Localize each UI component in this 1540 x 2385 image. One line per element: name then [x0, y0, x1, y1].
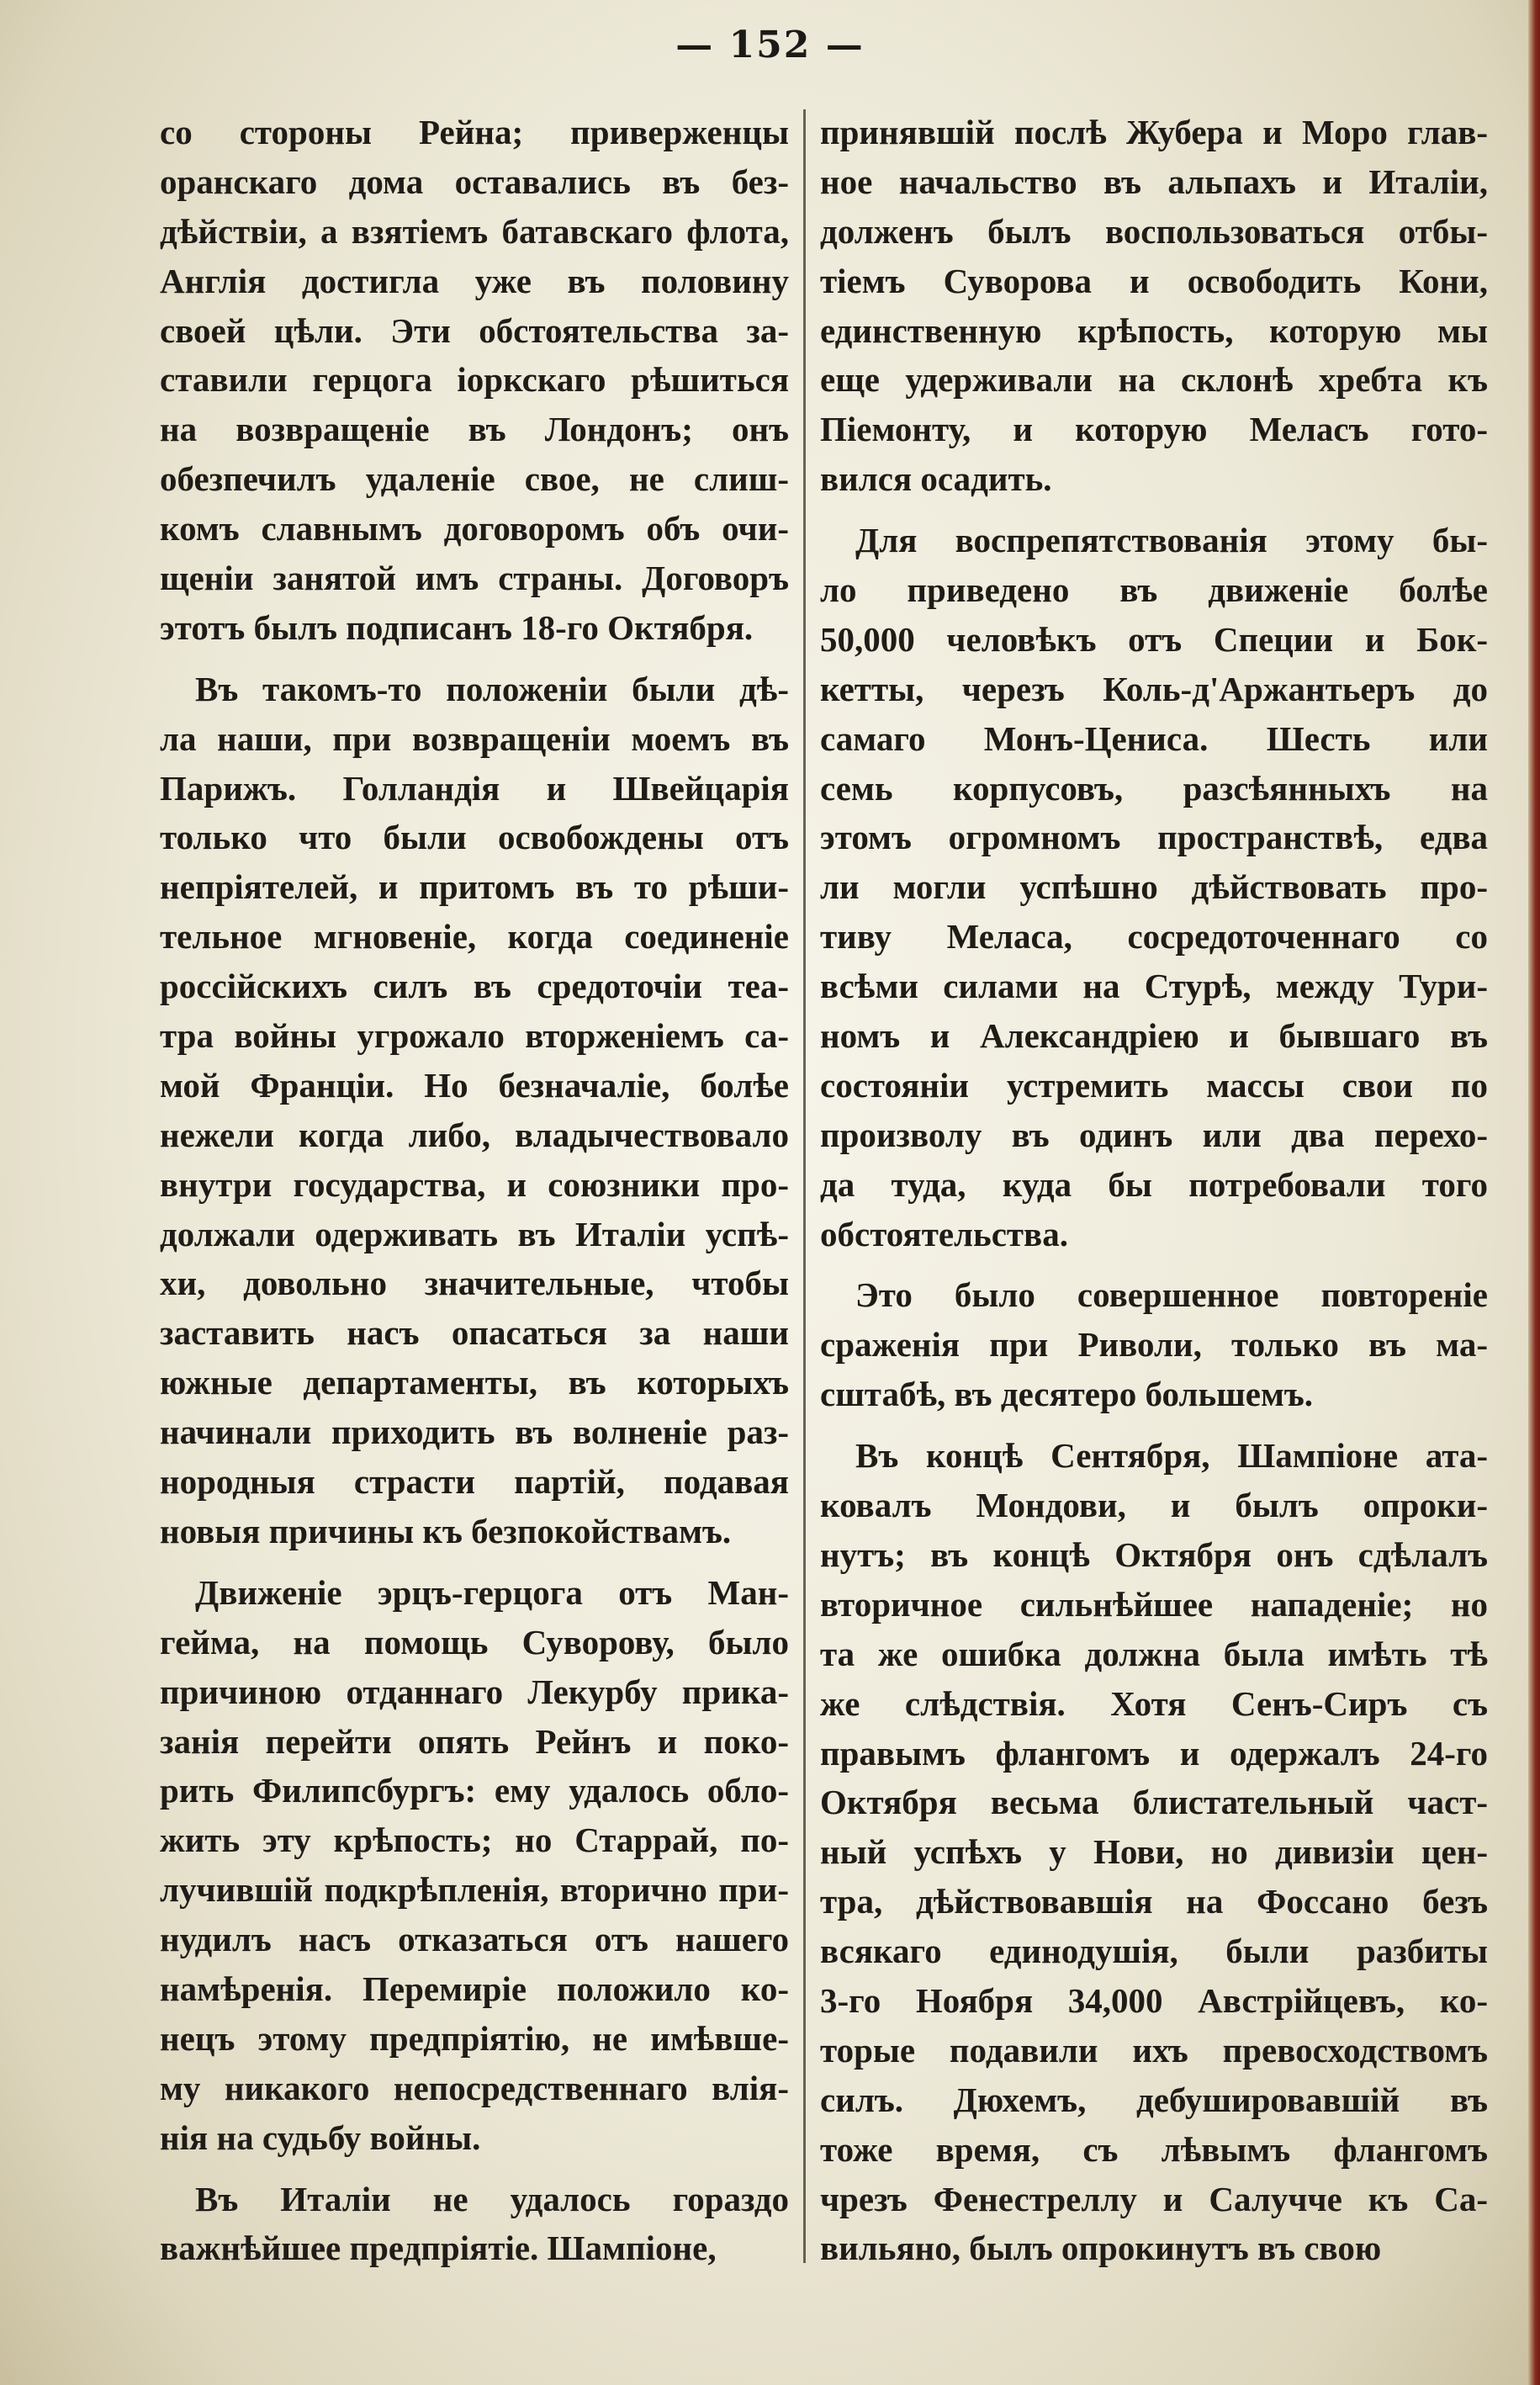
text-line: комъ славнымъ договоромъ объ очи-	[160, 509, 789, 549]
text-line: состояніи устремить массы свои по	[820, 1065, 1488, 1105]
text-line: на возвращеніе въ Лондонъ; онъ	[160, 410, 789, 449]
paragraph-gap	[160, 653, 789, 665]
text-line: новыя причины къ безпокойствамъ.	[160, 1511, 732, 1550]
text-line: мой Франціи. Но безначаліе, болѣе	[160, 1065, 789, 1105]
text-line: причиною отданнаго Лекурбу прика-	[160, 1672, 789, 1711]
text-line: Октября весьма блистательный част-	[820, 1783, 1488, 1822]
text-line: тра, дѣйствовавшія на Фоссано безъ	[820, 1882, 1488, 1921]
text-line: правымъ флангомъ и одержалъ 24-го	[820, 1733, 1488, 1773]
text-line: Для воспрепятствованія этому бы-	[855, 521, 1488, 560]
text-line: нородныя страсти партій, подавая	[160, 1462, 789, 1502]
paragraph-gap	[820, 1419, 1488, 1431]
text-line: нудилъ насъ отказаться отъ нашего	[160, 1920, 789, 1959]
text-line: россійскихъ силъ въ средоточіи теа-	[160, 967, 789, 1006]
text-line: кетты, черезъ Коль-д'Аржантьеръ до	[820, 669, 1488, 708]
text-line: щеніи занятой имъ страны. Договоръ	[160, 559, 789, 598]
text-line: всякаго единодушія, были разбиты	[820, 1932, 1488, 1971]
paragraph-gap	[820, 1259, 1488, 1270]
text-line: Это было совершенное повтореніе	[855, 1275, 1488, 1315]
text-line: Въ концѣ Сентября, Шампіоне ата-	[855, 1436, 1488, 1476]
text-line: Англія достигла уже въ половину	[160, 261, 789, 300]
text-line: чрезъ Фенестреллу и Салучче къ Са-	[820, 2179, 1488, 2218]
text-line: ли могли успѣшно дѣйствовать про-	[820, 867, 1488, 907]
paragraph-gap	[820, 504, 1488, 516]
text-line: нежели когда либо, владычествовало	[160, 1115, 789, 1154]
paragraph	[160, 2175, 789, 2274]
text-line: ковалъ Мондови, и былъ опроки-	[820, 1486, 1488, 1525]
text-line: сраженія при Риволи, только въ ма-	[820, 1325, 1488, 1365]
column-divider	[803, 109, 806, 2263]
text-line: хи, довольно значительные, чтобы	[160, 1264, 789, 1303]
text-line: должали одерживать въ Италіи успѣ-	[160, 1214, 789, 1253]
text-line: ло приведено въ движеніе болѣе	[820, 570, 1488, 610]
text-line: непріятелей, и притомъ въ то рѣши-	[160, 867, 789, 907]
text-line: жить эту крѣпость; но Старрай, по-	[160, 1821, 789, 1860]
text-line: ный успѣхъ у Нови, но дивизіи цен-	[820, 1832, 1488, 1872]
page-edge	[1528, 0, 1540, 2385]
text-line: нутъ; въ концѣ Октября онъ сдѣлалъ	[820, 1534, 1488, 1574]
text-line: вился осадить.	[820, 459, 1052, 499]
text-line: номъ и Александріею и бывшаго въ	[820, 1016, 1488, 1056]
paragraph	[160, 665, 789, 1556]
text-line: еще удерживали на склонѣ хребта къ	[820, 360, 1488, 400]
text-line: да туда, куда бы потребовали того	[820, 1164, 1488, 1204]
text-line: 3-го Ноября 34,000 Австрійцевъ, ко-	[820, 1980, 1488, 2020]
text-line: со стороны Рейна; приверженцы	[160, 113, 789, 151]
text-line: оранскаго дома оставались въ без-	[160, 162, 789, 201]
text-line: рить Филипсбургъ: ему удалось обло-	[160, 1771, 789, 1810]
text-line: своей цѣли. Эти обстоятельства за-	[160, 310, 789, 350]
text-line: же слѣдствія. Хотя Сенъ-Сиръ съ	[820, 1683, 1488, 1723]
text-line: торые подавили ихъ превосходствомъ	[820, 2030, 1488, 2070]
text-line: долженъ былъ воспользоваться отбы-	[820, 211, 1488, 251]
text-line: важнѣйшее предпріятіе. Шампіоне,	[160, 2229, 717, 2268]
text-line: Движеніе эрцъ-герцога отъ Ман-	[195, 1572, 789, 1612]
text-line: му никакого непосредственнаго влія-	[160, 2068, 789, 2107]
text-line: тіемъ Суворова и освободить Кони,	[820, 261, 1488, 300]
text-line: ставили герцога іоркскаго рѣшиться	[160, 360, 789, 400]
text-line: Парижъ. Голландія и Швейцарія	[160, 768, 789, 808]
text-line: намѣренія. Перемиріе положило ко-	[160, 1969, 789, 2008]
text-line: занія перейти опять Рейнъ и поко-	[160, 1721, 789, 1761]
text-line: Въ Италіи не удалось гораздо	[195, 2179, 789, 2218]
text-line: 50,000 человѣкъ отъ Специи и Бок-	[820, 619, 1488, 659]
text-line: силъ. Дюхемъ, дебушировавшій въ	[820, 2080, 1488, 2119]
page-number: — 152 —	[675, 24, 865, 66]
text-line: этотъ былъ подписанъ 18-го Октября.	[160, 607, 754, 647]
text-line: лучившій подкрѣпленія, вторично при-	[160, 1870, 789, 1910]
text-line: только что были освобождены отъ	[160, 818, 789, 857]
text-line: вторичное сильнѣйшее нападеніе; но	[820, 1584, 1488, 1624]
paragraph	[160, 1568, 789, 2163]
text-line: единственную крѣпость, которую мы	[820, 310, 1488, 350]
paragraph	[820, 516, 1488, 1259]
text-line: обстоятельства.	[820, 1214, 1068, 1253]
text-line: заставить насъ опасаться за наши	[160, 1313, 789, 1353]
text-line: Въ такомъ-то положеніи были дѣ-	[195, 669, 789, 708]
text-line: тоже время, съ лѣвымъ флангомъ	[820, 2129, 1488, 2169]
paragraph-gap	[160, 2163, 789, 2175]
text-line: вильяно, былъ опрокинутъ въ свою	[820, 2229, 1382, 2268]
text-line: тельное мгновеніе, когда соединеніе	[160, 917, 789, 957]
text-line: семь корпусовъ, разсѣянныхъ на	[820, 768, 1488, 808]
text-line: этомъ огромномъ пространствѣ, едва	[820, 818, 1488, 857]
text-line: гейма, на помощь Суворову, было	[160, 1622, 789, 1662]
text-line: обезпечилъ удаленіе свое, не слиш-	[160, 459, 789, 499]
paragraph	[820, 1270, 1488, 1419]
text-line: тиву Меласа, сосредоточеннаго со	[820, 917, 1488, 957]
text-line: сштабѣ, въ десятеро большемъ.	[820, 1375, 1314, 1414]
left-column	[160, 108, 789, 2273]
paragraph	[820, 1431, 1488, 2273]
text-line: Піемонту, и которую Меласъ гото-	[820, 410, 1488, 449]
text-line: всѣми силами на Стурѣ, между Тури-	[820, 967, 1488, 1006]
text-line: самаго Монъ-Цениса. Шесть или	[820, 718, 1488, 758]
text-line: южные департаменты, въ которыхъ	[160, 1363, 789, 1402]
text-line: та же ошибка должна была имѣть тѣ	[820, 1634, 1488, 1673]
text-line: ное начальство въ альпахъ и Италіи,	[820, 162, 1488, 201]
text-line: начинали приходить въ волненіе раз-	[160, 1412, 789, 1452]
paragraph	[160, 108, 789, 653]
text-line: принявшій послѣ Жубера и Моро глав-	[820, 113, 1488, 151]
paragraph	[820, 108, 1488, 504]
text-line: дѣйствіи, а взятіемъ батавскаго флота,	[160, 211, 789, 251]
text-line: произволу въ одинъ или два перехо-	[820, 1115, 1488, 1154]
text-line: ла наши, при возвращеніи моемъ въ	[160, 718, 789, 758]
right-column	[820, 108, 1488, 2273]
text-line: нецъ этому предпріятію, не имѣвше-	[160, 2018, 789, 2058]
text-line: внутри государства, и союзники про-	[160, 1164, 789, 1204]
text-line: тра войны угрожало вторженіемъ са-	[160, 1016, 789, 1056]
text-line: нія на судьбу войны.	[160, 2117, 481, 2157]
paragraph-gap	[160, 1556, 789, 1568]
